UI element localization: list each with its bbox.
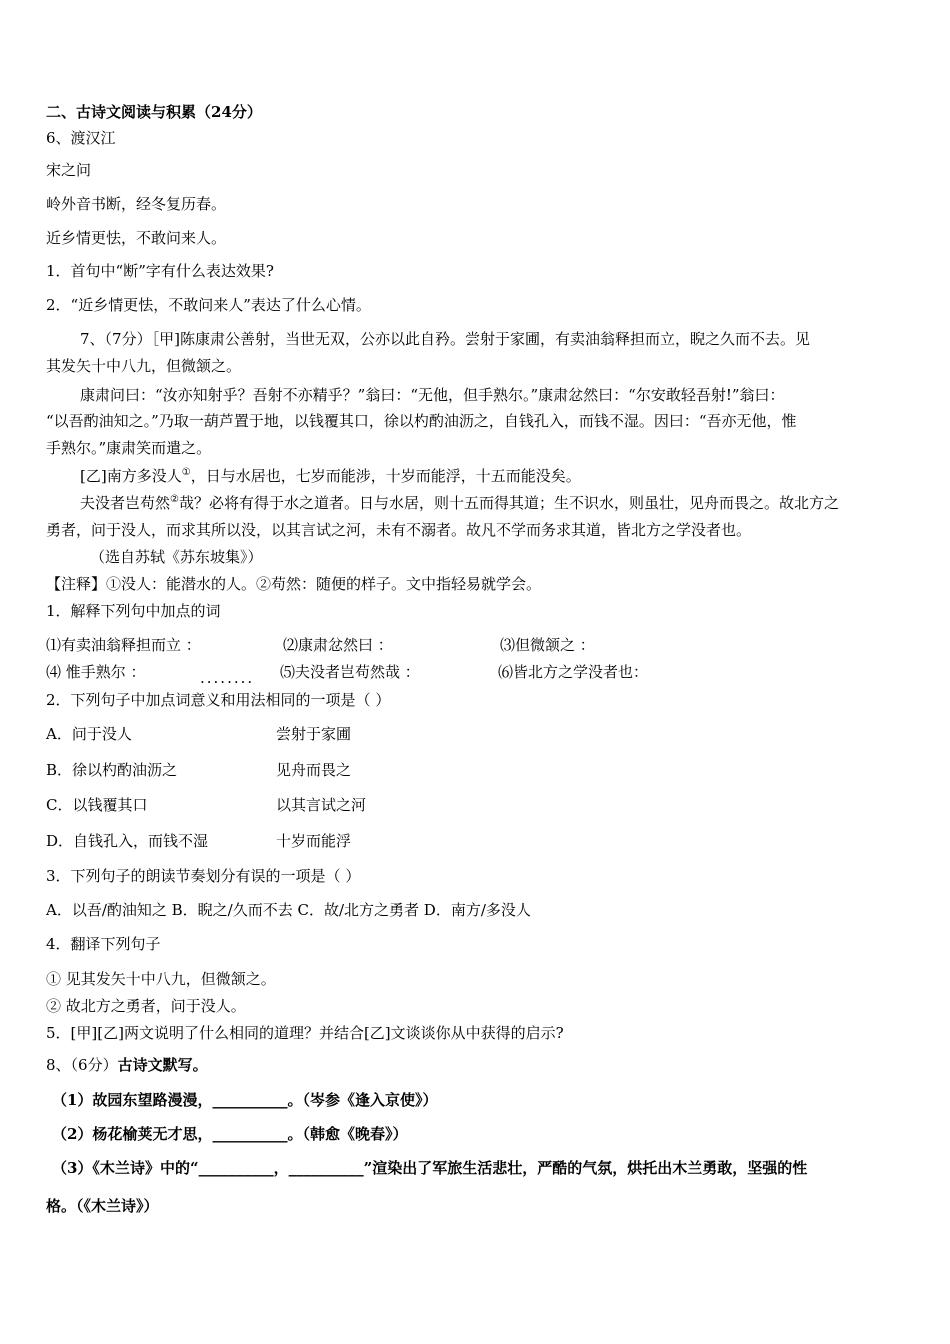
q7-sub4: 4．翻译下列句子	[46, 935, 161, 953]
q7-sub5: 5．[甲][乙]两文说明了什么相同的道理？并结合[乙]文谈谈你从中获得的启示?	[46, 1024, 564, 1042]
word-item-3: ⑶但微颔之 ：	[500, 636, 595, 654]
q7-sub2: 2．下列句子中加点词意义和用法相同的一项是（ ）	[46, 691, 391, 709]
word-item-5: ⑸夫没者岂苟然哉 ：	[280, 663, 420, 681]
option-d-right: 十岁而能浮	[276, 832, 352, 850]
word-item-6: ⑹皆北方之学没者也：	[498, 663, 649, 681]
option-d-left: D．自钱孔入，而钱不湿	[46, 832, 209, 850]
q7-sub1: 1．解释下列句中加点的词	[46, 602, 221, 620]
q8-title	[46, 1055, 208, 1075]
q7-sub3: 3．下列句子的朗读节奏划分有误的一项是（ ）	[46, 867, 361, 885]
q7-note: 【注释】①没人：能潜水的人。②苟然：随便的样子。文中指轻易就学会。	[46, 575, 542, 593]
q7-para4-pre: 夫没者岂苟然	[80, 494, 171, 512]
q6-question-1: 1．首句中“断”字有什么表达效果?	[46, 262, 274, 280]
q7-para3-pre: [乙]南方多没人	[80, 467, 182, 485]
q8-title-prefix: 8、（6分）	[46, 1056, 118, 1074]
option-c-right: 以其言试之河	[276, 796, 367, 814]
q6-author: 宋之问	[46, 161, 92, 179]
footnote-marker-1: ①	[181, 467, 191, 478]
footnote-marker-2: ②	[170, 494, 179, 505]
q8-item-1: （1）故园东望路漫漫，__________。（岑参《逢入京使》）	[52, 1091, 438, 1109]
q6-question-2: 2．“近乡情更怯，不敢问来人”表达了什么心情。	[46, 296, 371, 314]
translate-item-2: ② 故北方之勇者，问于没人。	[46, 997, 246, 1015]
q7-para3-post: ，日与水居也，七岁而能涉，十岁而能浮，十五而能没矣。	[190, 467, 581, 485]
q7-para3	[80, 466, 581, 486]
q7-para4-line1	[80, 493, 839, 513]
q7-para2-line2: “以吾酌油知之。”乃取一葫芦置于地，以钱覆其口，徐以杓酌油沥之，自钱孔入，而钱不湿。因曰：“吾亦无他，惟	[46, 412, 797, 430]
poem-line-2: 近乡情更怯，不敢问来人。	[46, 229, 227, 247]
section-title: 二、古诗文阅读与积累（24分）	[46, 103, 262, 121]
q7-source: （选自苏轼《苏东坡集》）	[90, 548, 263, 566]
q8-item-3-cont: 格。（《木兰诗》）	[46, 1197, 159, 1215]
option-b-right: 见舟而畏之	[276, 761, 352, 779]
emphasis-dots: ........	[200, 669, 255, 687]
q7-sub3-options: A．以吾/酌油知之 B．睨之/久而不去 C．故/北方之勇者 D．南方/多没人	[46, 901, 531, 919]
q8-item-2: （2）杨花榆荚无才思，__________。（韩愈《晚春》）	[52, 1125, 408, 1143]
q7-para4-post: 哉？必将有得于水之道者。日与水居，则十五而得其道；生不识水，则虽壮，见舟而畏之。故北方之	[178, 494, 839, 512]
poem-line-1: 岭外音书断，经冬复历春。	[46, 195, 227, 213]
option-a-right: 尝射于家圃	[276, 725, 352, 743]
option-a-left: A．问于没人	[46, 725, 132, 743]
option-c-left: C．以钱覆其口	[46, 796, 148, 814]
q8-title-bold: 古诗文默写。	[117, 1056, 208, 1074]
q7-para1-line1: 7、（7分）［甲]陈康肃公善射，当世无双，公亦以此自矜。尝射于家圃，有卖油翁释担而立，睨之久而不去。见	[80, 330, 810, 348]
q6-title: 6、渡汉江	[46, 129, 116, 147]
q7-para2-line1: 康肃问曰：“汝亦知射乎？吾射不亦精乎？”翁曰：“无他，但手熟尔。”康肃忿然曰：“尔安敢轻吾射!”翁曰：	[80, 386, 785, 404]
q7-para2-line3: 手熟尔。”康肃笑而遣之。	[46, 439, 212, 457]
option-b-left: B．徐以杓酌油沥之	[46, 761, 178, 779]
translate-item-1: ① 见其发矢十中八九，但微颔之。	[46, 970, 276, 988]
q7-para1-line2: 其发矢十中八九，但微颔之。	[46, 357, 242, 375]
word-item-2: ⑵康肃忿然曰 ：	[283, 636, 393, 654]
word-item-1: ⑴有卖油翁释担而立 ：	[46, 636, 201, 654]
q8-item-3: （3）《木兰诗》中的“__________，__________”渲染出了军旅生活悲壮，严酷的气氛，烘托出木兰勇敢，坚强的性	[52, 1159, 808, 1177]
q7-para4-line2: 勇者，问于没人，而求其所以没，以其言试之河，未有不溺者。故凡不学而务求其道，皆北方之学没者也。	[46, 521, 752, 539]
word-item-4: ⑷ 惟手熟尔 ：	[46, 663, 146, 681]
